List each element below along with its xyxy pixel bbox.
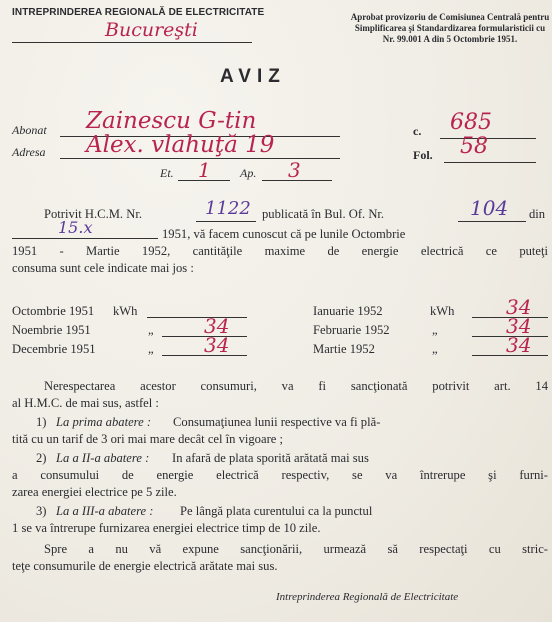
month-dec-1951: Decembrie 1951	[12, 342, 96, 356]
document-title: AVIZ	[220, 66, 286, 87]
intro-line-3: 1951 - Martie 1952, cantităţile maxime de energie electrică ce puteţi	[12, 244, 548, 258]
etaj-label: Et.	[160, 166, 174, 180]
mar-1952-value: 34	[506, 333, 532, 357]
unit-kwh-left: kWh	[113, 304, 138, 318]
month-nov-1951: Noembrie 1951	[12, 323, 91, 337]
handwritten-city: Bucureşti	[105, 19, 198, 41]
sanction-1-text-a: Consumaţiunea lunii respective va fi plă-	[173, 415, 381, 429]
date-day: 15.x	[58, 218, 93, 237]
unit-kwh-right: kWh	[430, 304, 455, 318]
sanction-2-label: La a II-a abatere :	[56, 451, 150, 465]
sanction-3-label: La a III-a abatere :	[56, 504, 154, 518]
month-mar-1952: Martie 1952	[313, 342, 375, 356]
sanction-1-text-b: tită cu un tarif de 3 ori mai mare decât cel în vigoare ;	[12, 432, 283, 446]
adresa-value: Alex. vlahuţă 19	[86, 132, 275, 158]
apartament-label: Ap.	[240, 166, 257, 180]
feb-1952-value: 34	[506, 314, 532, 338]
dec-1951-value: 34	[204, 333, 230, 357]
ditto-nov: „	[148, 323, 154, 337]
month-feb-1952: Februarie 1952	[313, 323, 390, 337]
ditto-dec: „	[148, 342, 154, 356]
oct-1951-line	[147, 317, 247, 318]
apartament-value: 3	[288, 158, 301, 182]
date-line	[12, 238, 158, 239]
header-rule	[12, 42, 252, 43]
closing-line-1: Spre a nu vă expune sancţionării, urmează să respectaţi cu stric-	[44, 542, 548, 556]
hcm-number: 1122	[205, 198, 251, 219]
sanction-2-text-b: a consumului de energie electrică respectiv, se va întrerupe şi furni-	[12, 468, 548, 482]
fol-value: 58	[460, 134, 488, 159]
hcm-line	[196, 221, 256, 222]
adresa-label: Adresa	[12, 145, 46, 159]
abonat-value: Zainescu G-tin	[86, 108, 257, 134]
sanction-1-number: 1)	[36, 415, 47, 429]
intro-din: din	[529, 207, 546, 221]
ditto-feb: „	[432, 323, 438, 337]
month-oct-1951: Octombrie 1951	[12, 304, 95, 318]
intro-line-2: 1951, vă facem cunoscut că pe lunile Octombrie	[162, 227, 406, 241]
sanction-3-number: 3)	[36, 504, 47, 518]
approval-note: Aprobat provizoriu de Comisiunea Centrală pentru Simplificarea şi Standardizarea formularisticii cu Nr. 99.001 A din 5 Octombrie 1951.	[350, 12, 550, 44]
intro-line-4: consuma sunt cele indicate mai jos :	[12, 261, 194, 275]
sanctions-intro-2: al H.M.C. de mai sus, astfel :	[12, 396, 159, 410]
sanction-2-text-a: In afară de plata sporită arătată mai sus	[172, 451, 369, 465]
c-value: 685	[450, 110, 492, 135]
month-jan-1952: Ianuarie 1952	[313, 304, 383, 318]
abonat-label: Abonat	[12, 123, 47, 137]
bulletin-line	[458, 221, 526, 222]
intro-hcm-text: Potrivit H.C.M. Nr.	[44, 207, 142, 221]
c-line	[440, 138, 536, 139]
sanction-2-number: 2)	[36, 451, 47, 465]
closing-line-2: teţe consumurile de energie electrică arătate mai sus.	[12, 559, 278, 573]
sanction-3-text-b: 1 se va întrerupe furnizarea energiei electrice timp de 10 zile.	[12, 521, 321, 535]
sanction-2-text-c: zarea energiei electrice pe 5 zile.	[12, 485, 177, 499]
sanction-3-text-a: Pe lângă plata curentului ca la punctul	[180, 504, 373, 518]
fol-label: Fol.	[413, 148, 433, 162]
jan-1952-value: 34	[506, 295, 532, 319]
bulletin-number: 104	[470, 196, 509, 220]
footer-signature: Intreprinderea Regională de Electricitate	[276, 591, 459, 603]
intro-bulletin-text: publicată în Bul. Of. Nr.	[262, 207, 385, 221]
sanctions-intro-1: Nerespectarea acestor consumuri, va fi sancţionată potrivit art. 14	[44, 379, 548, 393]
etaj-value: 1	[198, 158, 211, 182]
nov-1951-value: 34	[204, 314, 230, 338]
ditto-mar: „	[432, 342, 438, 356]
c-label: c.	[413, 124, 422, 138]
fol-line	[444, 162, 536, 163]
sanction-1-label: La prima abatere :	[56, 415, 152, 429]
issuer-name: INTREPRINDEREA REGIONALĂ DE ELECTRICITATE	[12, 7, 265, 18]
